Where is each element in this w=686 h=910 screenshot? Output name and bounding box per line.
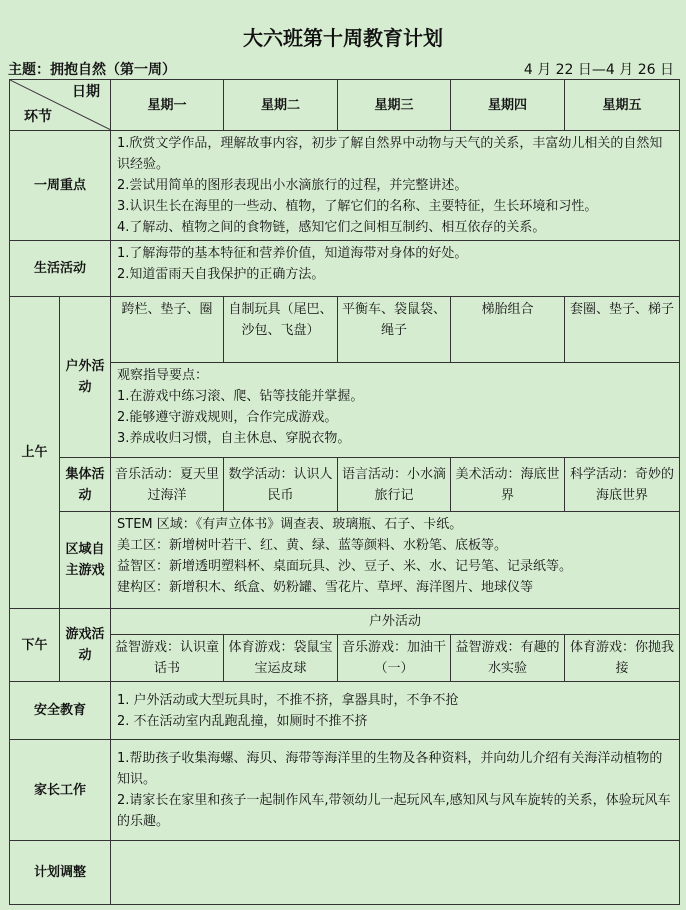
header-row bbox=[10, 80, 680, 131]
parents-label: 家长工作 bbox=[10, 740, 111, 841]
outdoor-guide-title: 观察指导要点： bbox=[117, 368, 209, 383]
safety-item: 2. 不在活动室内乱跑乱撞，如厕时不推不挤 bbox=[117, 713, 368, 729]
safety-content bbox=[111, 682, 680, 740]
area-item: 美工区：新增树叶若干、红、黄、绿、蓝等颜料、水粉笔、底板等。 bbox=[117, 538, 508, 553]
group-day-cell: 美术活动：海底世界 bbox=[451, 458, 565, 512]
afternoon-day-cell: 体育游戏：袋鼠宝宝运皮球 bbox=[224, 635, 338, 682]
parents-row bbox=[10, 740, 680, 841]
afternoon-outdoor-label: 户外活动 bbox=[111, 609, 680, 635]
weekly-focus-item: 3.认识生长在海里的一些动、植物，了解它们的名称、主要特征，生长环境和习性。 bbox=[117, 199, 598, 214]
corner-date-label: 日期 bbox=[72, 84, 100, 100]
group-day-cell: 语言活动：小水滴旅行记 bbox=[338, 458, 451, 512]
day-header: 星期二 bbox=[224, 80, 338, 131]
outdoor-day-cell: 套圈、垫子、梯子 bbox=[565, 297, 680, 363]
outdoor-day-cell: 跨栏、垫子、圈 bbox=[111, 297, 224, 363]
adjust-row bbox=[10, 841, 680, 905]
weekly-focus-item: 2.尝试用简单的图形表现出小水滴旅行的过程，并完整讲述。 bbox=[117, 178, 468, 193]
afternoon-outdoor-row bbox=[10, 609, 680, 635]
safety-row bbox=[10, 682, 680, 740]
outdoor-day-cell: 梯胎组合 bbox=[451, 297, 565, 363]
weekly-focus-row bbox=[10, 131, 680, 241]
safety-item: 1. 户外活动或大型玩具时，不推不挤，拿器具时，不争不抢 bbox=[117, 692, 459, 708]
date-range: 4 月 22 日—4 月 26 日 bbox=[523, 62, 674, 78]
morning-label: 上午 bbox=[10, 297, 60, 609]
outdoor-guide-content bbox=[111, 363, 680, 458]
life-row bbox=[10, 241, 680, 297]
area-item: 建构区：新增积木、纸盒、奶粉罐、雪花片、草坪、海洋图片、地球仪等 bbox=[117, 580, 534, 595]
parents-item: 2.请家长在家里和孩子一起制作风车,带领幼儿一起玩风车,感知风与风车旋转的关系，体验玩风车的乐趣。 bbox=[117, 793, 671, 829]
group-row bbox=[10, 458, 680, 512]
safety-label: 安全教育 bbox=[10, 682, 111, 740]
afternoon-day-cell: 益智游戏：认识童话书 bbox=[111, 635, 224, 682]
weekly-focus-label: 一周重点 bbox=[10, 131, 111, 241]
afternoon-game-label: 游戏活动 bbox=[60, 609, 111, 682]
theme-label: 主题：拥抱自然（第一周） bbox=[8, 62, 176, 78]
weekly-focus-content bbox=[111, 131, 680, 241]
outdoor-guide-item: 3.养成收归习惯，自主休息、穿脱衣物。 bbox=[117, 431, 351, 446]
life-item: 2.知道雷雨天自我保护的正确方法。 bbox=[117, 267, 325, 282]
weekly-focus-item: 1.欣赏文学作品，理解故事内容，初步了解自然界中动物与天气的关系，丰富幼儿相关的自然知识经验。 bbox=[117, 136, 663, 172]
afternoon-day-cell: 体育游戏：你抛我接 bbox=[565, 635, 680, 682]
area-item: STEM 区域：《有声立体书》调查表、玻璃瓶、石子、卡纸。 bbox=[117, 517, 463, 532]
group-day-cell: 数学活动：认识人民币 bbox=[224, 458, 338, 512]
afternoon-label: 下午 bbox=[10, 609, 60, 682]
day-header: 星期五 bbox=[565, 80, 680, 131]
outdoor-days-row bbox=[10, 297, 680, 363]
outdoor-day-cell: 平衡车、袋鼠袋、绳子 bbox=[338, 297, 451, 363]
life-content bbox=[111, 241, 680, 297]
group-day-cell: 音乐活动：夏天里过海洋 bbox=[111, 458, 224, 512]
area-label: 区域自主游戏 bbox=[60, 512, 111, 609]
area-row bbox=[10, 512, 680, 609]
afternoon-game-row bbox=[10, 635, 680, 682]
day-header: 星期三 bbox=[338, 80, 451, 131]
area-content bbox=[111, 512, 680, 609]
outdoor-label: 户外活动 bbox=[60, 297, 111, 458]
afternoon-day-cell: 音乐游戏：加油干（一） bbox=[338, 635, 451, 682]
outdoor-guide-row bbox=[10, 363, 680, 458]
day-header: 星期四 bbox=[451, 80, 565, 131]
group-day-cell: 科学活动：奇妙的海底世界 bbox=[565, 458, 680, 512]
outdoor-guide-item: 2.能够遵守游戏规则，合作完成游戏。 bbox=[117, 410, 338, 425]
adjust-content[interactable] bbox=[111, 841, 680, 905]
outdoor-day-cell: 自制玩具（尾巴、沙包、飞盘） bbox=[224, 297, 338, 363]
area-item: 益智区：新增透明塑料杯、桌面玩具、沙、豆子、米、水、记号笔、记录纸等。 bbox=[117, 559, 573, 574]
life-item: 1.了解海带的基本特征和营养价值，知道海带对身体的好处。 bbox=[117, 246, 468, 261]
weekly-focus-item: 4.了解动、植物之间的食物链，感知它们之间相互制约、相互依存的关系。 bbox=[117, 220, 546, 235]
page-title: 大六班第十周教育计划 bbox=[243, 26, 443, 50]
corner-cell bbox=[10, 80, 111, 131]
life-label: 生活活动 bbox=[10, 241, 111, 297]
parents-item: 1.帮助孩子收集海螺、海贝、海带等海洋里的生物及各种资料，并向幼儿介绍有关海洋动植物的知识。 bbox=[117, 751, 663, 787]
parents-content bbox=[111, 740, 680, 841]
outdoor-guide-item: 1.在游戏中练习滚、爬、钻等技能并掌握。 bbox=[117, 389, 364, 404]
group-label: 集体活动 bbox=[60, 458, 111, 512]
afternoon-day-cell: 益智游戏：有趣的水实验 bbox=[451, 635, 565, 682]
adjust-label: 计划调整 bbox=[10, 841, 111, 905]
corner-section-label: 环节 bbox=[24, 109, 52, 125]
plan-table bbox=[9, 79, 680, 905]
day-header: 星期一 bbox=[111, 80, 224, 131]
